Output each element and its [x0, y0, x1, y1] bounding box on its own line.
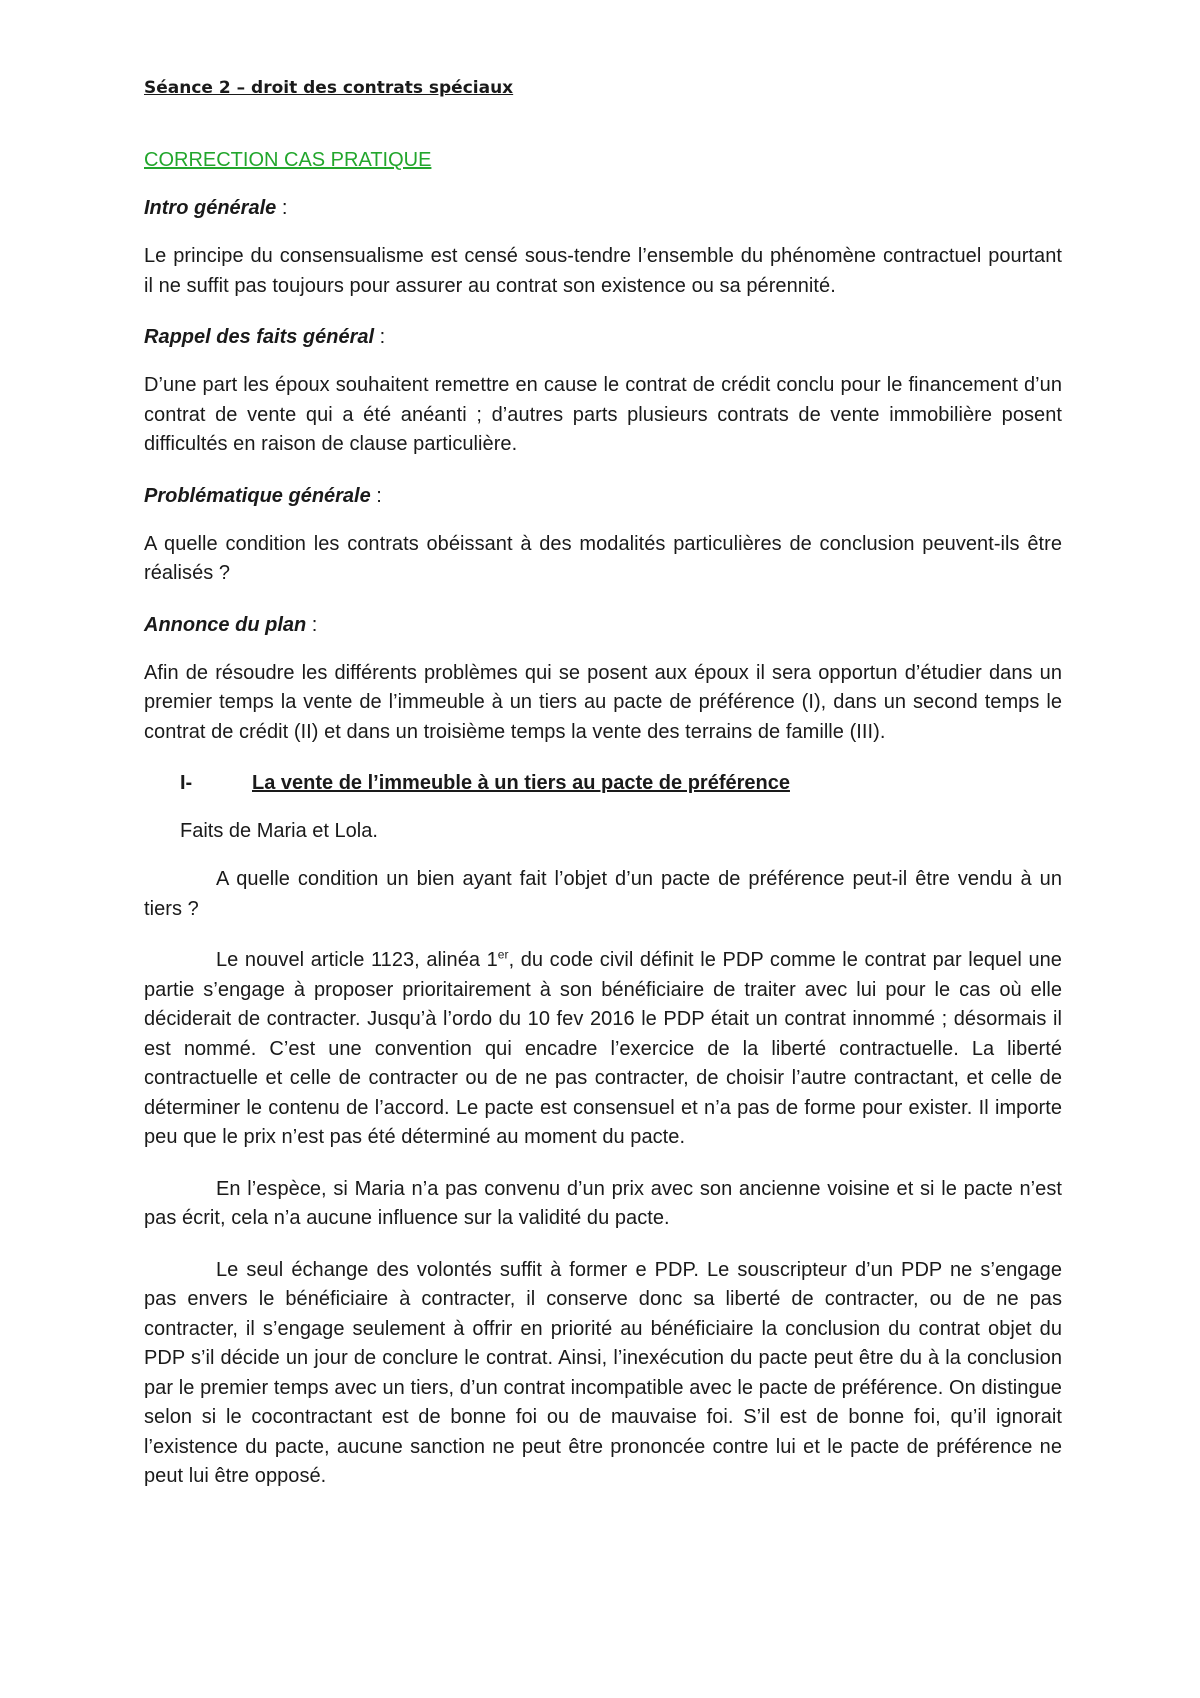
rappel-colon: : [374, 326, 386, 349]
problematique-text: A quelle condition les contrats obéissant à des modalités particulières de conclusion peuvent-ils être réalisés ? [144, 532, 1062, 585]
p1-before: Le nouvel article 1123, alinéa 1 [216, 949, 498, 972]
intro-colon: : [276, 197, 288, 220]
annonce-colon: : [306, 613, 318, 636]
p1-after: , du code civil définit le PDP comme le contrat par lequel une partie s’engage à proposer prioritairement à son bénéficiaire de traiter avec lui pour le cas où elle déciderait de contracter. Jusqu’à l’ordo du 10 fev 2016 le PDP était un contrat innommé ; désormais il est nommé. C’est une convention qui encadre l’exercice de la liberté contractuelle. La liberté contractuelle et celle de contracter ou de ne pas contracter, de choisir l’autre contractant, et celle de déterminer le contenu de l’accord. Le pacte est consensuel et n’a pas de forme pour exister. Il importe peu que le prix n’est pas été déterminé au moment du pacte. [144, 949, 1062, 1149]
section-1-number: I- [180, 772, 193, 795]
annonce-text: Afin de résoudre les différents problèmes qui se posent aux époux il sera opportun d’étudier dans un premier temps la vente de l’immeuble à un tiers au pacte de préférence (I), dans un second temps le contrat de crédit (II) et dans un troisième temps la vente des terrains de famille (III). [144, 661, 1062, 743]
section-1-title [180, 771, 1062, 795]
section-1-paragraph-3: Le seul échange des volontés suffit à former e PDP. Le souscripteur d’un PDP ne s’engage pas envers le bénéficiaire à contracter, il conserve donc sa liberté de contracter, ou de ne pas contracter, il s’engage seulement à offrir en priorité au bénéficiaire la conclusion du contrat objet du PDP s’il décide un jour de conclure le contrat. Ainsi, l’inexécution du pacte peut être du à la conclusion par le premier temps avec un tiers, d’un contrat incompatible avec le pacte de préférence. On distingue selon si le cocontractant est de bonne foi ou de mauvaise foi. S’il est de bonne foi, qu’il ignorait l’existence du pacte, aucune sanction ne peut être prononcée contre lui et le pacte de préférence ne peut lui être opposé. [144, 1258, 1062, 1488]
document-header: Séance 2 – droit des contrats spéciaux [144, 78, 514, 98]
section-1-paragraph-2: En l’espèce, si Maria n’a pas convenu d’un prix avec son ancienne voisine et si le pacte n’est pas écrit, cela n’a aucune influence sur la validité du pacte. [144, 1177, 1062, 1230]
rappel-label: Rappel des faits général [144, 326, 375, 349]
section-1-faits: Faits de Maria et Lola. [180, 820, 378, 843]
document-page [144, 64, 1062, 1492]
annonce-label: Annonce du plan [144, 613, 307, 636]
problematique-colon: : [370, 484, 382, 507]
rappel-text: D’une part les époux souhaitent remettre en cause le contrat de crédit conclu pour le financement d’un contrat de vente qui a été anéanti ; d’autres parts plusieurs contrats de vente immobilière posent difficultés en raison de clause particulière. [144, 374, 1062, 456]
section-1-paragraph-1 [144, 946, 1062, 1153]
problematique-label: Problématique générale [144, 484, 371, 507]
annonce-heading [144, 613, 1062, 637]
intro-heading [144, 196, 1062, 220]
section-1-heading: La vente de l’immeuble à un tiers au pacte de préférence [252, 772, 790, 795]
rappel-heading [144, 325, 1062, 349]
problematique-heading [144, 484, 1062, 508]
intro-label: Intro générale [144, 197, 277, 220]
p1-superscript: er [497, 947, 509, 962]
intro-text: Le principe du consensualisme est censé sous-tendre l’ensemble du phénomène contractuel pourtant il ne suffit pas toujours pour assurer au contrat son existence ou sa pérennité. [144, 245, 1062, 297]
section-1-question: A quelle condition un bien ayant fait l’objet d’un pacte de préférence peut-il être vendu à un tiers ? [144, 868, 1062, 920]
document-title: CORRECTION CAS PRATIQUE [144, 149, 432, 172]
